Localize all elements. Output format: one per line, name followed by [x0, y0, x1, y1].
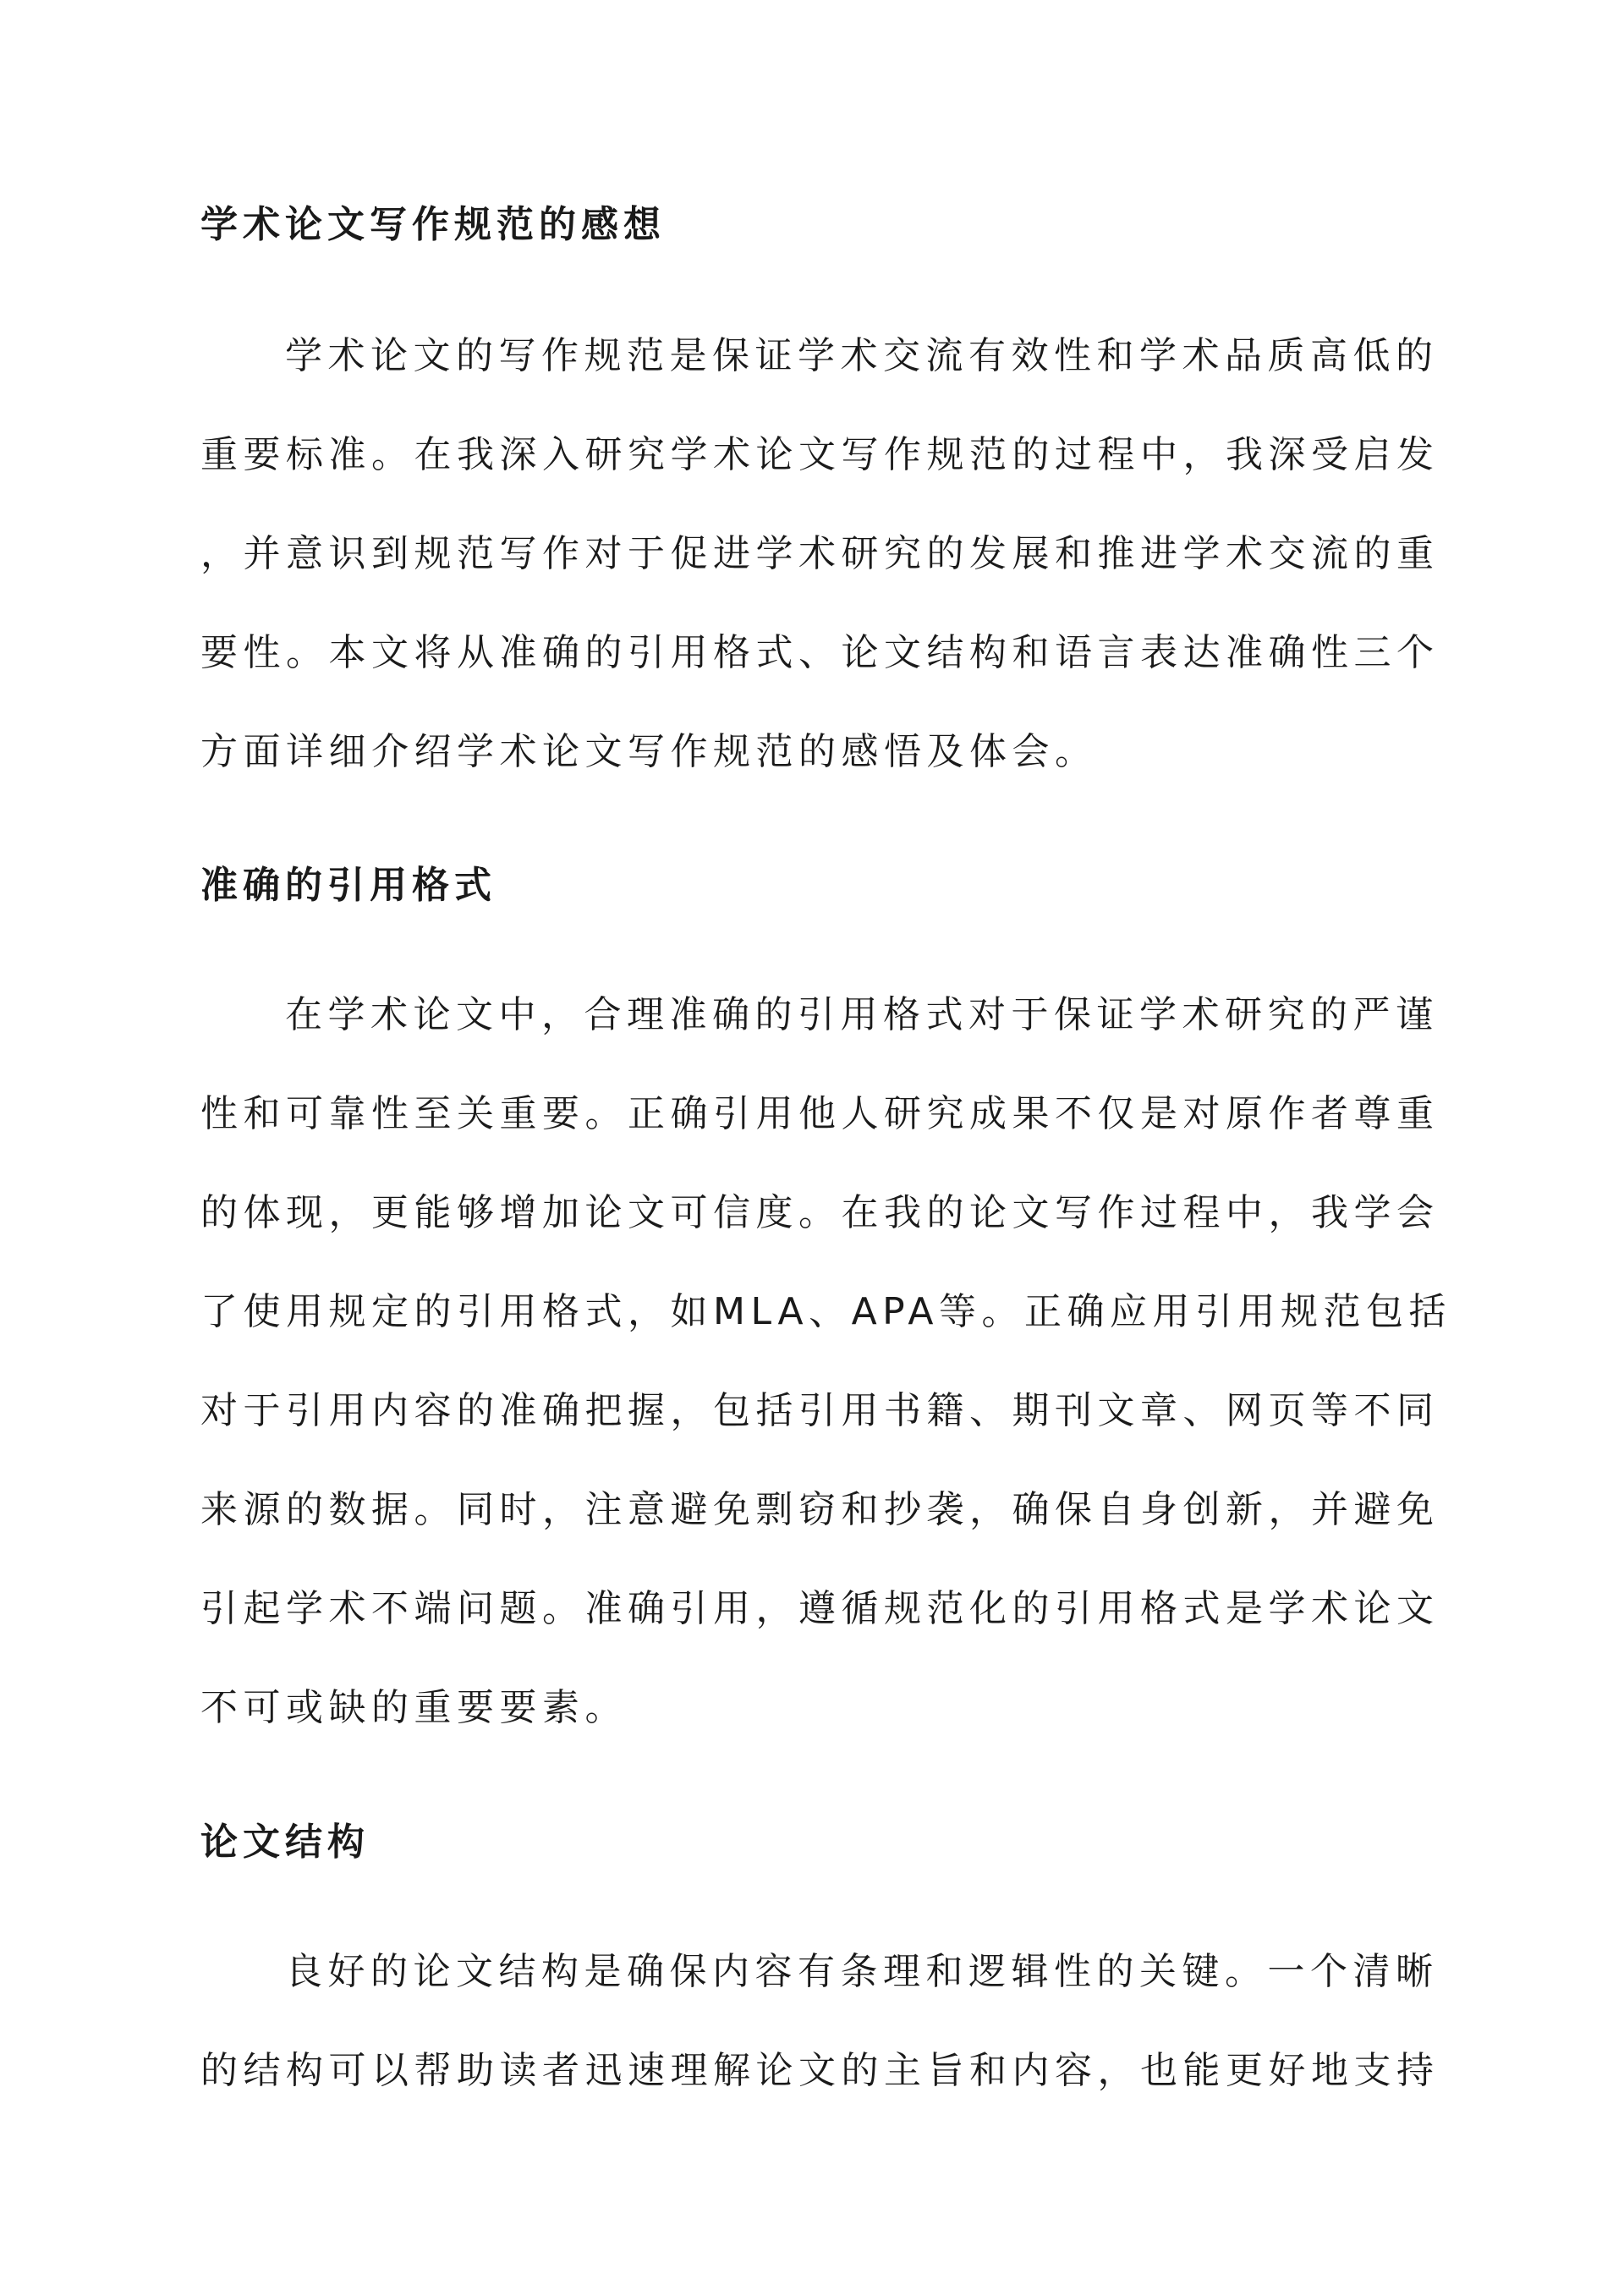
section-citation-paragraph — [200, 965, 1452, 1757]
section-heading: 准确的引用格式 — [200, 864, 497, 907]
paragraph-line: 良好的论文结构是确保内容有条理和逻辑性的关键。一个清晰 — [285, 1950, 1439, 1993]
document-title-block — [200, 200, 1424, 250]
paragraph-line: 来源的数据。同时，注意避免剽窃和抄袭，确保自身创新，并避免 — [200, 1488, 1440, 1531]
section-structure-paragraph — [200, 1922, 1440, 2120]
intro-paragraph — [200, 306, 1440, 801]
paragraph-line: 的体现，更能够增加论文可信度。在我的论文写作过程中，我学会 — [200, 1191, 1440, 1234]
document-title: 学术论文写作规范的感想 — [200, 203, 666, 246]
intro-line: 要性。本文将从准确的引用格式、论文结构和语言表达准确性三个 — [200, 631, 1440, 674]
paragraph-line: 对于引用内容的准确把握，包括引用书籍、期刊文章、网页等不同 — [200, 1389, 1440, 1432]
section-heading: 论文结构 — [200, 1821, 370, 1864]
section-citation-heading-block — [200, 860, 1424, 911]
section-structure-heading-block — [200, 1817, 1424, 1868]
paragraph-line: 了使用规定的引用格式，如MLA、APA等。正确应用引用规范包括 — [200, 1290, 1452, 1333]
paragraph-line: 性和可靠性至关重要。正确引用他人研究成果不仅是对原作者尊重 — [200, 1092, 1440, 1135]
intro-line: 学术论文的写作规范是保证学术交流有效性和学术品质高低的 — [285, 334, 1439, 377]
paragraph-line: 的结构可以帮助读者迅速理解论文的主旨和内容，也能更好地支持 — [200, 2049, 1440, 2092]
paragraph-line: 在学术论文中，合理准确的引用格式对于保证学术研究的严谨 — [285, 993, 1439, 1036]
intro-line: 重要标准。在我深入研究学术论文写作规范的过程中，我深受启发 — [200, 433, 1440, 476]
intro-line: 方面详细介绍学术论文写作规范的感悟及体会。 — [200, 730, 1098, 773]
paragraph-line: 引起学术不端问题。准确引用，遵循规范化的引用格式是学术论文 — [200, 1587, 1440, 1630]
intro-line: ，并意识到规范写作对于促进学术研究的发展和推进学术交流的重 — [200, 532, 1440, 575]
paragraph-line: 不可或缺的重要要素。 — [200, 1686, 628, 1729]
